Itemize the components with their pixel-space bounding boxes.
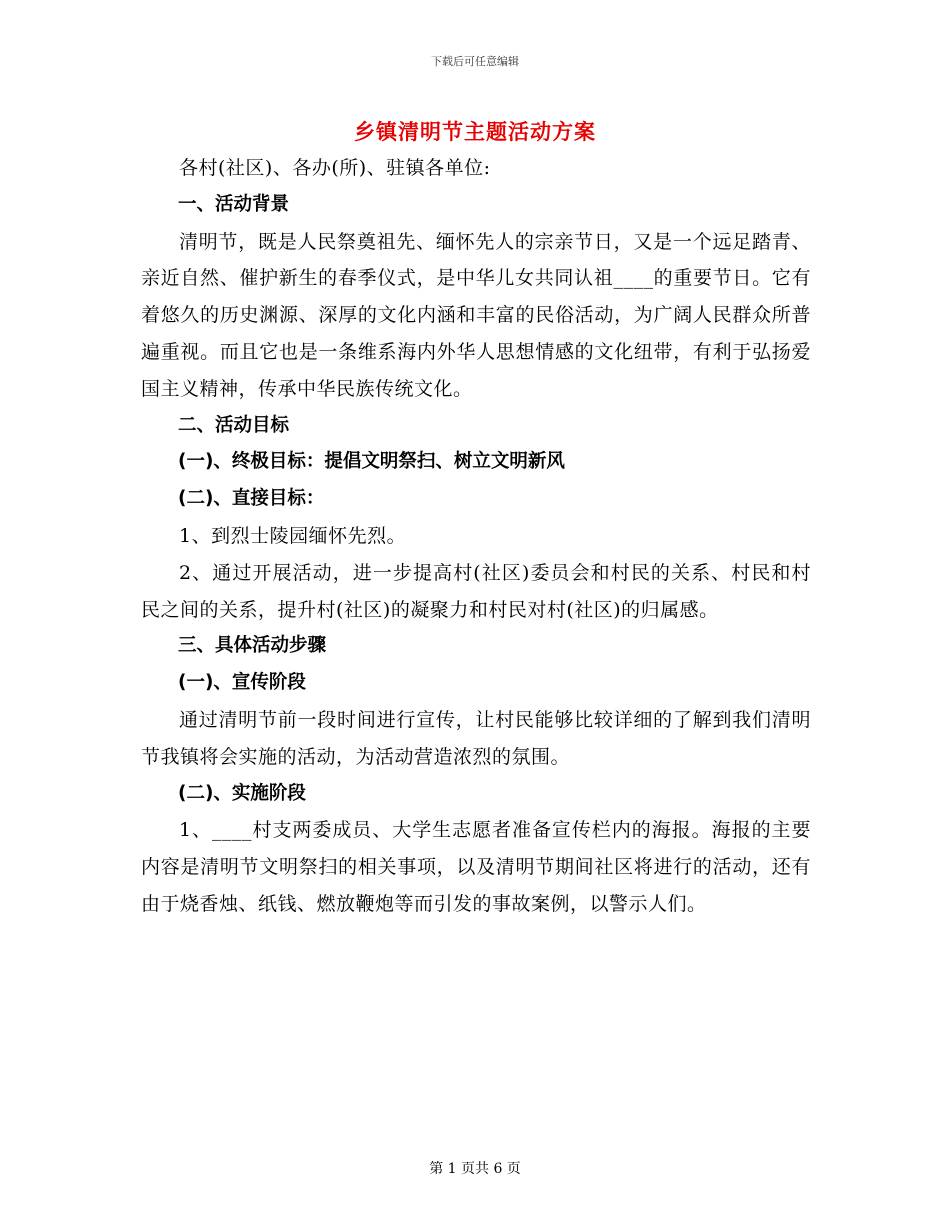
- goal-item-1: 1、到烈士陵园缅怀先烈。: [179, 524, 407, 547]
- document-title: 乡镇清明节主题活动方案: [354, 119, 596, 144]
- section-heading-goals: 二、活动目标: [178, 414, 290, 436]
- paragraph-publicity: 通过清明节前一段时间进行宣传，让村民能够比较详细的了解到我们清明节我镇将会实施的活动，为活动营造浓烈的氛围。: [141, 708, 811, 768]
- section-heading-background: 一、活动背景: [178, 193, 290, 215]
- paragraph-implementation-1: 1、____村支两委成员、大学生志愿者准备宣传栏内的海报。海报的主要内容是清明节文明祭扫的相关事项，以及清明节期间社区将进行的活动，还有由于烧香烛、纸钱、燃放鞭炮等而引发的事故案例，以警示人们。: [141, 819, 811, 915]
- subheading-direct-goal: (二)、直接目标：: [178, 488, 325, 510]
- salutation: 各村(社区)、各办(所)、驻镇各单位:: [179, 157, 491, 179]
- goal-item-2: 2、通过开展活动，进一步提高村(社区)委员会和村民的关系、村民和村民之间的关系，提升村(社区)的凝聚力和村民对村(社区)的归属感。: [141, 561, 811, 621]
- page-footer: 第 1 页共 6 页: [429, 1161, 521, 1177]
- document-body: [141, 150, 811, 923]
- subheading-publicity: (一)、宣传阶段: [178, 672, 306, 694]
- page-header: 下载后可任意编辑: [431, 55, 519, 68]
- section-heading-steps: 三、具体活动步骤: [178, 635, 327, 657]
- subheading-implementation: (二)、实施阶段: [178, 782, 306, 804]
- paragraph-background: 清明节，既是人民祭奠祖先、缅怀先人的宗亲节日，又是一个远足踏青、亲近自然、催护新生的春季仪式，是中华儿女共同认祖____的重要节日。它有着悠久的历史渊源、深厚的文化内涵和丰富的民俗活动，为广阔人民群众所普遍重视。而且它也是一条维系海内外华人思想情感的文化纽带，有利于弘扬爱国主义精神，传承中华民族传统文化。: [141, 230, 811, 400]
- subheading-ultimate-goal: (一)、终极目标：提倡文明祭扫、树立文明新风: [178, 451, 565, 473]
